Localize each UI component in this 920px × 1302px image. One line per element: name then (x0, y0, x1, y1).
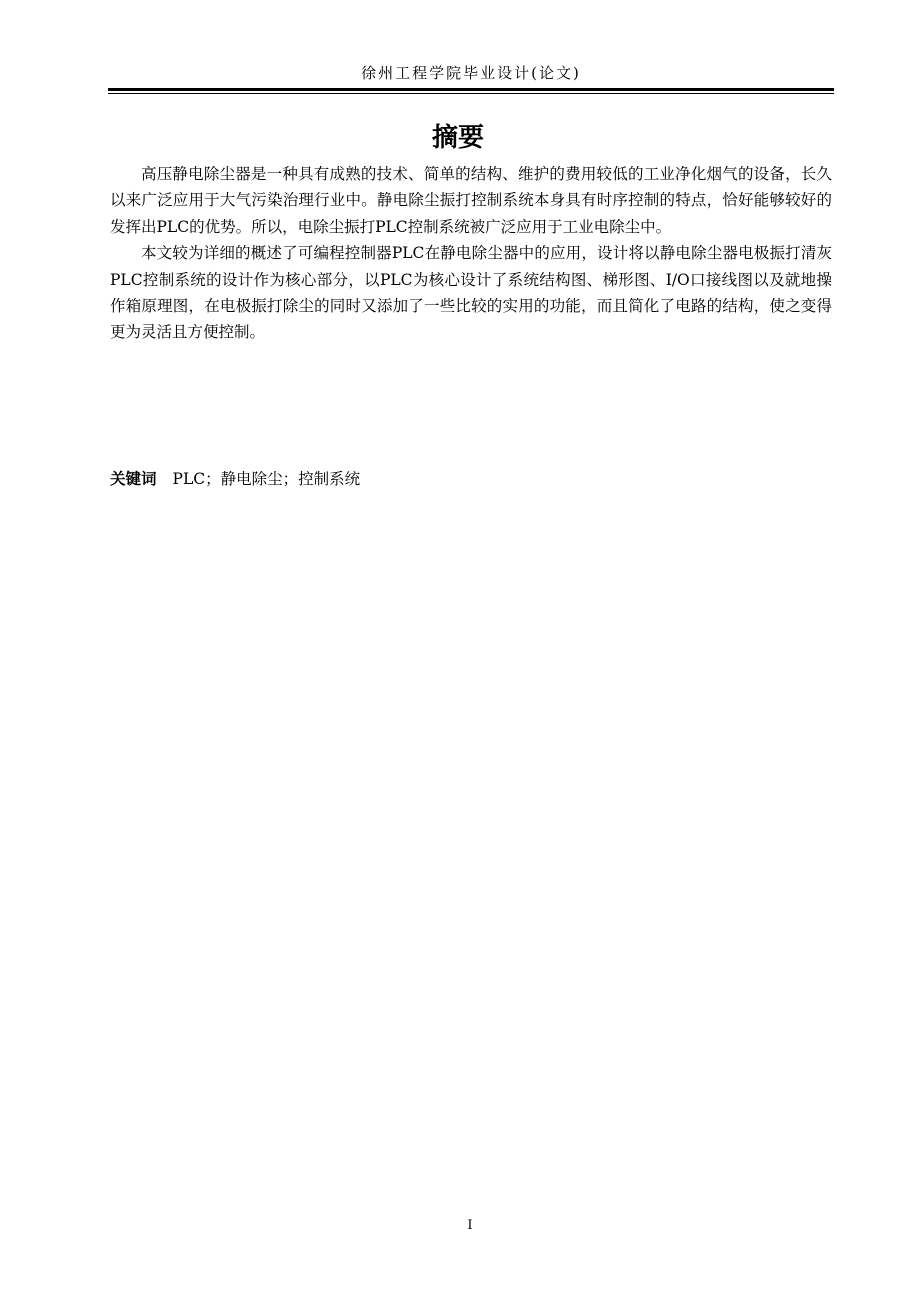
keywords-line (110, 466, 832, 492)
abstract-paragraph-1: 高压静电除尘器是一种具有成熟的技术、简单的结构、维护的费用较低的工业净化烟气的设备，长久以来广泛应用于大气污染治理行业中。静电除尘振打控制系统本身具有时序控制的特点，恰好能够较好的发挥出PLC的优势。所以，电除尘振打PLC控制系统被广泛应用于工业电除尘中。 (110, 165, 832, 236)
abstract-body (110, 161, 832, 346)
running-header: 徐州工程学院毕业设计(论文) (361, 64, 581, 82)
abstract-title: 摘要 (431, 123, 484, 153)
header-rule-thin (108, 93, 834, 94)
abstract-paragraph-2: 本文较为详细的概述了可编程控制器PLC在静电除尘器中的应用，设计将以静电除尘器电极振打清灰PLC控制系统的设计作为核心部分，以PLC为核心设计了系统结构图、梯形图、I/O口接线图以及就地操作箱原理图，在电极振打除尘的同时又添加了一些比较的实用的功能，而且简化了电路的结构，使之变得更为灵活且方便控制。 (110, 244, 832, 342)
keywords-value: PLC；静电除尘；控制系统 (172, 470, 361, 488)
header-rule-thick (108, 88, 834, 91)
keywords-label: 关键词 (110, 470, 157, 488)
page-number: I (467, 1218, 473, 1233)
